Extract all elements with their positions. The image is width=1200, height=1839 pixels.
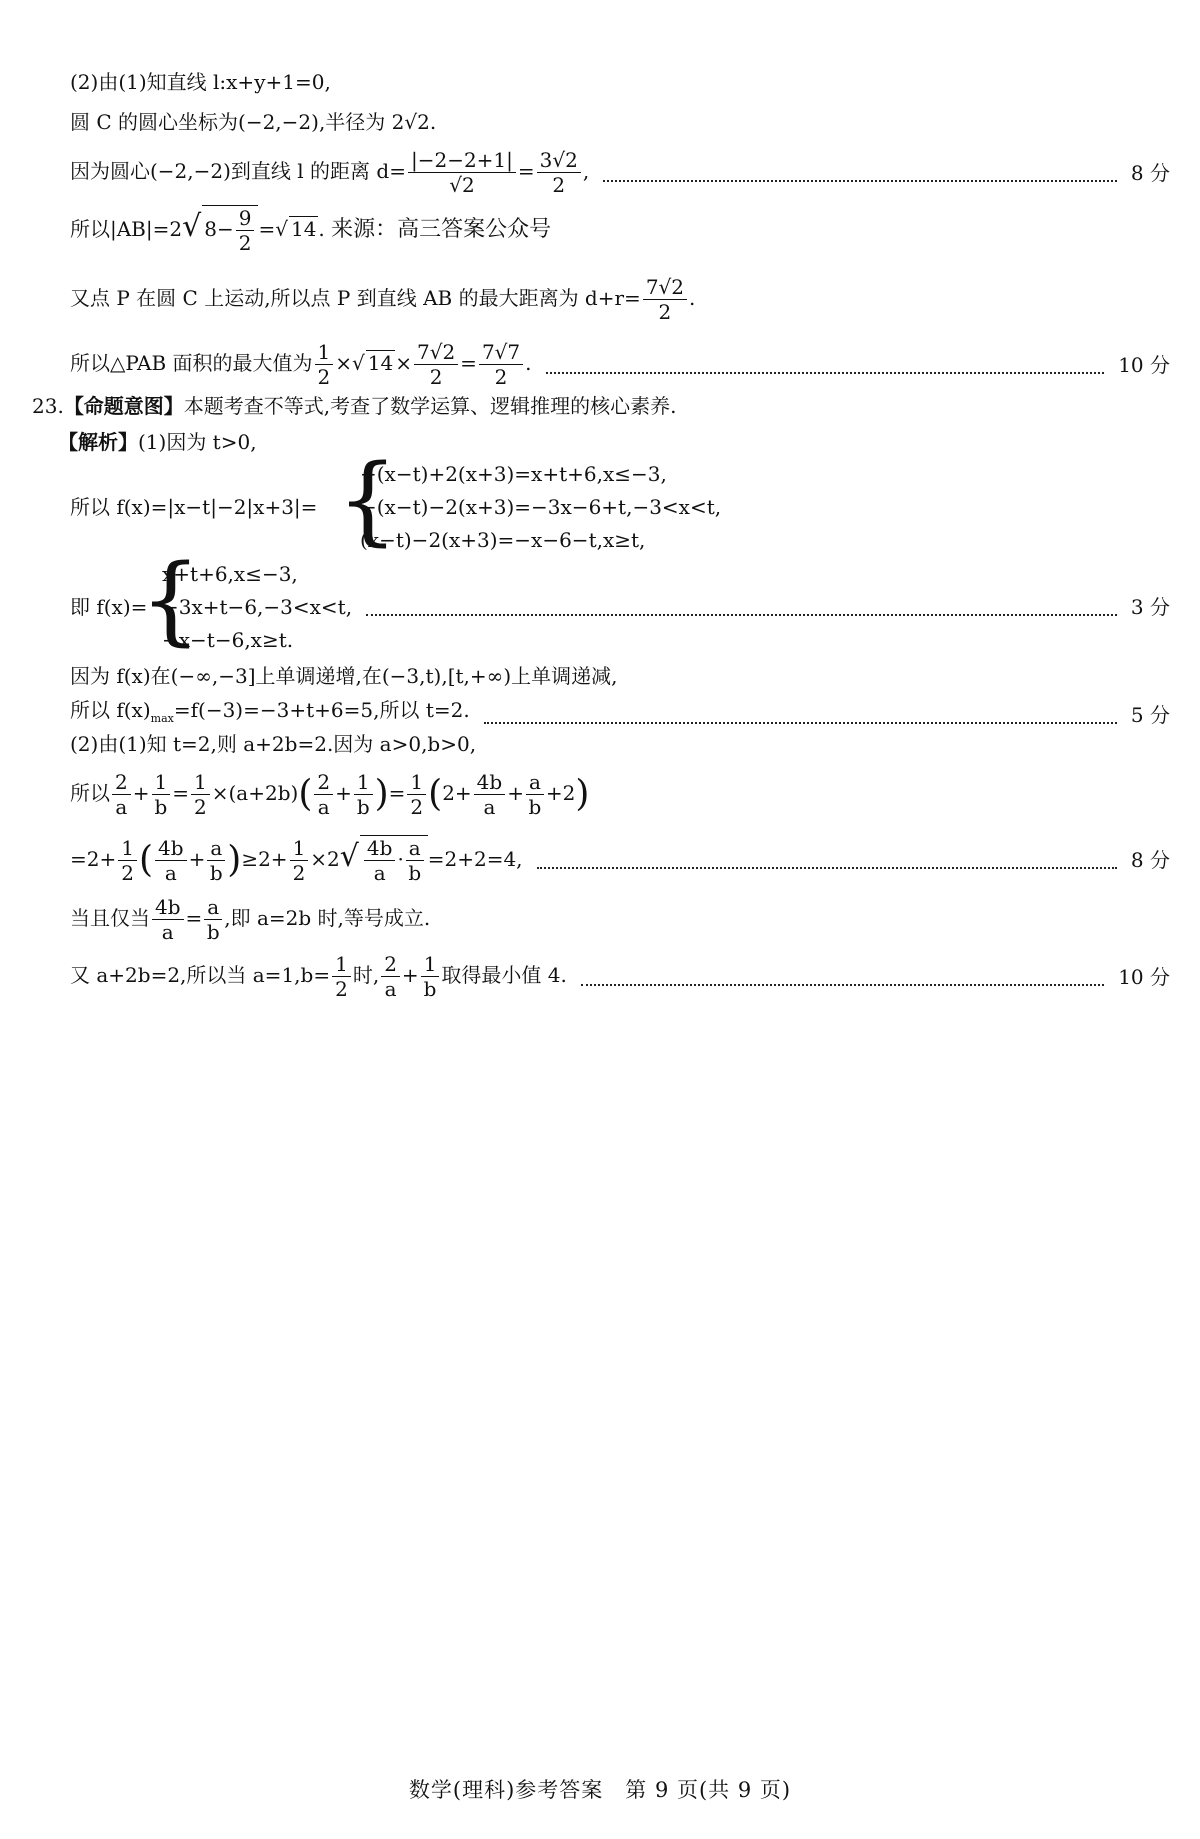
analysis-label: 【解析】 [58, 430, 138, 454]
distance-text: 因为圆心(−2,−2)到直线 l 的距离 d= [70, 159, 406, 183]
piecewise-2-case-3: −x−t−6,x≥t. [162, 628, 294, 652]
score-mark: 8 分 [1130, 160, 1170, 185]
piecewise-2-lead: 即 f(x)= [70, 595, 148, 619]
left-brace: { [337, 444, 399, 556]
line-final-answer: 又 a+2b=2,所以当 a=1,b= $\frac{1}{2}$ 时, $\frac{2}{a}$ + $\frac{1}{b}$ 取得最小值 4. 10 分 [70, 952, 1170, 1001]
intent-label: 【命题意图】 [63, 394, 184, 418]
score-mark: 5 分 [1130, 702, 1170, 727]
dot-leader [366, 598, 1117, 616]
line-distance: 因为圆心(−2,−2)到直线 l 的距离 d= $\frac{|-2-2+1|}{√2}$ = $\frac{3√2}{2}$ , 8 分 [70, 148, 1170, 197]
dot-leader [537, 851, 1117, 869]
piecewise-1-case-3: (x−t)−2(x+3)=−x−6−t,x≥t, [360, 528, 646, 552]
max-area-value: $\frac{7√7}{2}$ [479, 340, 523, 389]
dot-leader [603, 164, 1117, 182]
page-footer: 数学(理科)参考答案 第 9 页(共 9 页) [408, 1778, 792, 1802]
sqrt-expression: 8− $\frac{9}{2}$ [202, 205, 258, 255]
line-max-distance: 又点 P 在圆 C 上运动,所以点 P 到直线 AB 的最大距离为 d+r= $\frac{7√2}{2}$ . [70, 275, 696, 324]
piecewise-2-case-2: −3x+t−6,−3<x<t, 3 分 [162, 595, 1170, 619]
piecewise-2-case-1: x+t+6,x≤−3, [162, 562, 298, 586]
score-mark: 8 分 [1130, 848, 1170, 872]
source-note: 来源：高三答案公众号 [331, 217, 552, 242]
line-22-2-intro: (2)由(1)知直线 l:x+y+1=0, [70, 70, 331, 94]
line-inequality: 所以 $\frac{2}{a}$ + $\frac{1}{b}$ = $\frac{1}{2}$ ×(a+2b)( $\frac{2}{a}$ + $\frac{1}{b}$ )= $\frac{1}{2}$ (2+ $\frac{4b}{a}$ + $\frac{a}{b}$ +2) [70, 770, 590, 819]
piecewise-1-case-2: −(x−t)−2(x+3)=−3x−6+t,−3<x<t, [360, 495, 722, 519]
line-max-area: 所以△PAB 面积的最大值为 $\frac{1}{2}$ ×√ 14 × $\frac{7√2}{2}$ = $\frac{7√7}{2}$ . 10 分 [70, 340, 1170, 389]
intent-text: 本题考查不等式,考查了数学运算、逻辑推理的核心素养. [183, 394, 677, 418]
question-number: 23. [32, 394, 64, 418]
dot-leader [484, 706, 1117, 724]
piecewise-1-case-1: −(x−t)+2(x+3)=x+t+6,x≤−3, [360, 462, 667, 486]
q23-analysis: 【解析】(1)因为 t>0, [58, 430, 257, 454]
left-brace: { [140, 544, 202, 656]
max-distance-fraction: $\frac{7√2}{2}$ [643, 275, 687, 324]
score-mark: 10 分 [1118, 964, 1170, 989]
line-equality-condition: 当且仅当 $\frac{4b}{a}$ = $\frac{a}{b}$ ,即 a=2b 时,等号成立. [70, 895, 431, 944]
dot-leader [546, 356, 1105, 374]
score-mark: 10 分 [1118, 352, 1170, 377]
distance-value: $\frac{3√2}{2}$ [537, 148, 581, 197]
line-max-value: 所以 $f(x)_{max}=f(-3)=-3+t+6=5$,所以 t=2. 5 分 [70, 698, 1170, 727]
q23-intent [32, 392, 677, 420]
score-mark: 3 分 [1130, 595, 1170, 619]
line-monotonicity: 因为 f(x)在(−∞,−3]上单调递增,在(−3,t),[t,+∞)上单调递减, [70, 664, 618, 688]
piecewise-1-lead: 所以 f(x)=|x−t|−2|x+3|= [70, 495, 318, 519]
line-circle-center: 圆 C 的圆心坐标为(−2,−2),半径为 2√2. [70, 110, 437, 134]
distance-fraction: $\frac{|-2-2+1|}{√2}$ [408, 148, 516, 197]
line-am-gm: =2+ $\frac{1}{2}$ ( $\frac{4b}{a}$ + $\frac{a}{b}$ )≥2+ $\frac{1}{2}$ ×2√ $\frac{4b}{a}$ · $\frac{a}{b}$ =2+2=4, 8 分 [70, 836, 1170, 885]
line-chord-length: 所以|AB|=2√ 8− $\frac{9}{2}$ =√ 14 . 来源：高三答案公众号 [70, 206, 552, 255]
dot-leader [581, 968, 1104, 986]
line-23-2-intro: (2)由(1)知 t=2,则 a+2b=2.因为 a>0,b>0, [70, 732, 477, 756]
